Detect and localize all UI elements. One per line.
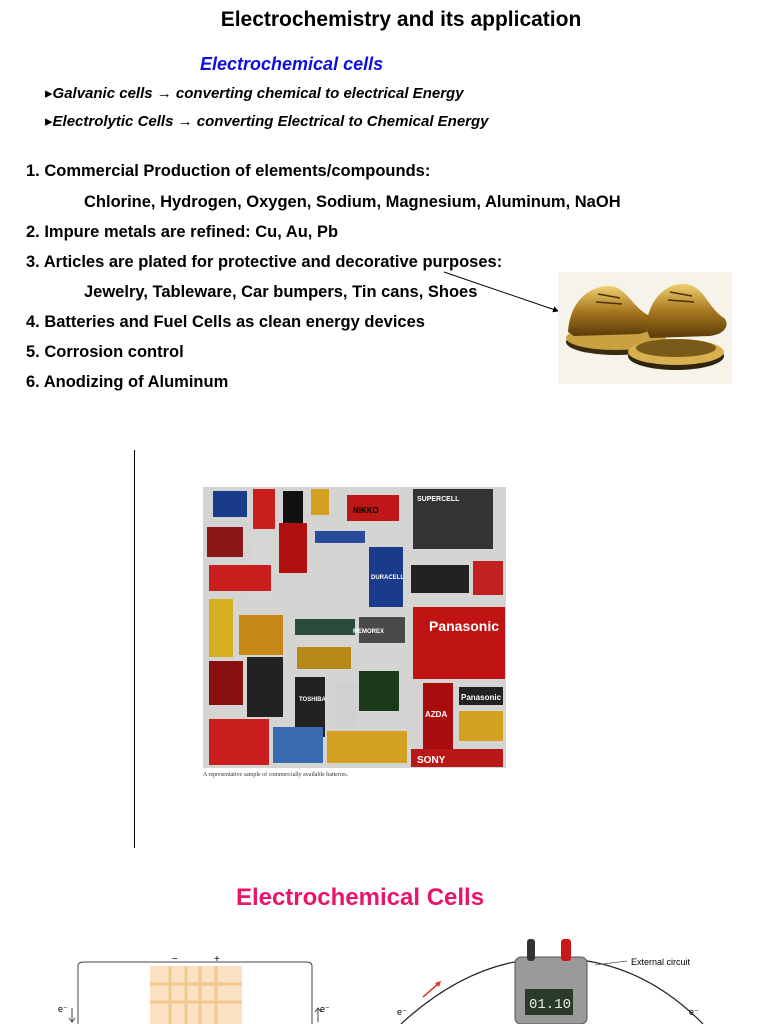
battery-label-panasonic: Panasonic [429, 618, 500, 634]
plated-shoes-image [558, 272, 732, 384]
minus-terminal: − [172, 954, 178, 965]
application-item-4: 4. Batteries and Fuel Cells as clean energy devices [26, 313, 425, 331]
electron-label-left: e⁻ [58, 1004, 68, 1014]
electron-label-right: e⁻ [320, 1004, 330, 1014]
plus-terminal: + [214, 954, 220, 965]
application-item-6: 6. Anodizing of Aluminum [26, 373, 229, 391]
bullet-galvanic: ▸Galvanic cells → converting chemical to electrical Energy [45, 85, 464, 102]
application-item-3: 3. Articles are plated for protective and decorative purposes: [26, 253, 503, 271]
battery-label-toshiba: TOSHIBA [299, 697, 326, 703]
battery-label-memorex: MEMOREX [353, 629, 385, 635]
electron-label-left: e⁻ [397, 1007, 407, 1017]
electrolytic-cell-diagram [40, 950, 340, 1024]
battery-label-duracell: DURACELL [371, 575, 404, 581]
battery-label-panasonic-2: Panasonic [461, 693, 502, 702]
batteries-image [203, 487, 506, 768]
meter-display: 01.10 [529, 997, 572, 1013]
application-item-5: 5. Corrosion control [26, 343, 184, 361]
vertical-divider [134, 450, 135, 848]
application-item-3-detail: Jewelry, Tableware, Car bumpers, Tin cans, Shoes [84, 283, 478, 301]
galvanic-cell-diagram [395, 935, 707, 1024]
section-title-electrochemical-cells: Electrochemical Cells [235, 884, 485, 911]
electron-label-right: e⁻ [689, 1007, 699, 1017]
bullet-electrolytic: ▸Electrolytic Cells → converting Electrical to Chemical Energy [45, 113, 489, 130]
battery-label-azda: AZDA [425, 710, 448, 719]
application-item-2: 2. Impure metals are refined: Cu, Au, Pb [26, 223, 339, 241]
battery-label-nikko: NIKKO [353, 506, 379, 515]
external-circuit-label: External circuit [631, 957, 691, 967]
application-item-1-detail: Chlorine, Hydrogen, Oxygen, Sodium, Magnesium, Aluminum, NaOH [84, 193, 621, 211]
section-subtitle: Electrochemical cells [200, 54, 384, 74]
page-title: Electrochemistry and its application [220, 8, 582, 31]
application-item-1: 1. Commercial Production of elements/compounds: [26, 162, 431, 180]
battery-label-sony: SONY [417, 755, 446, 766]
pointer-arrow [440, 268, 570, 318]
batteries-caption: A representative sample of commercially available batteries. [203, 772, 349, 778]
battery-label-supercell: SUPERCELL [417, 496, 460, 503]
